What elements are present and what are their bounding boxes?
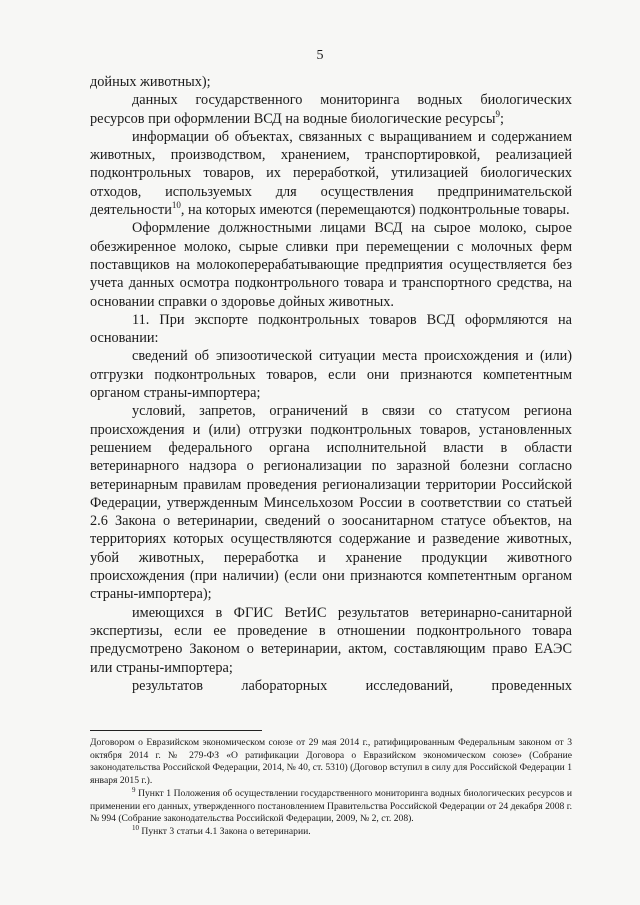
paragraph-text: , на которых имеются (перемещаются) подконтрольные товары. (180, 202, 570, 219)
paragraph (90, 128, 572, 219)
footnote-ref: 10 (171, 200, 181, 211)
paragraph: дойных животных); (90, 74, 211, 90)
document-body (90, 73, 572, 695)
paragraph-text: информации об объектах, связанных с выращиванием и содержанием животных, производством, хранением, транспортировкой, реализацией подконтрольных товаров, их переработкой, утилизацией биологических отходов, используемых для осуществления предпринимательской деятельности (90, 128, 572, 219)
paragraph-text: данных государственного мониторинга водных биологических ресурсов при оформлении ВСД на водные биологические ресурсы (90, 92, 572, 127)
footnote-mark: 10 (132, 823, 139, 832)
footnote-text: Пункт 3 статьи 4.1 Закона о ветеринарии. (139, 825, 311, 837)
page-number: 5 (316, 48, 324, 63)
paragraph: Оформление должностными лицами ВСД на сырое молоко, сырое обезжиренное молоко, сырые сливки при перемещении с молочных ферм поставщиков на молокоперерабатывающие предприятия осуществляется без учета данных осмотра подконтрольного товара и транспортного средства, на основании справки о здоровье дойных животных. (90, 220, 572, 310)
paragraph: результатов лабораторных исследований, проведенных (132, 677, 572, 694)
footnote-divider (90, 730, 262, 731)
footnote-ref: 9 (495, 108, 500, 119)
paragraph: имеющихся в ФГИС ВетИС результатов ветеринарно-санитарной экспертизы, если ее проведение в отношении подконтрольного товара предусмотрено Законом о ветеринарии, актом, составляющим право ЕАЭС или страны-импортера; (90, 604, 572, 676)
footnote-text: Пункт 1 Положения об осуществлении государственного мониторинга водных биологических ресурсов и применении его данных, утвержденного постановлением Правительства Российской Федерации от 24 декабря 2008 г. № 994 (Собрание законодательства Российской Федерации, 2009, № 2, ст. 208). (90, 787, 572, 825)
paragraph (90, 91, 572, 128)
footnote-9 (90, 785, 572, 826)
paragraph: условий, запретов, ограничений в связи со статусом региона происхождения и (или) отгрузки подконтрольных товаров, установленных решением федерального органа исполнительной власти в области ветеринарного надзора о регионализации по заразной болезни согласно ветеринарным правилам проведения регионализации территории Российской Федерации, утвержденным Минсельхозом России в соответствии со статьей 2.6 Закона о ветеринарии, сведений о зоосанитарном статусе объектов, на территориях которых осуществляются содержание и разведение животных, убой животных, переработка и хранение продукции животного происхождения (при наличии) (если они признаются компетентным органом страны-импортера); (90, 403, 572, 603)
footnote-10 (90, 823, 572, 839)
footnote-mark: 9 (132, 785, 136, 794)
paragraph: сведений об эпизоотической ситуации места происхождения и (или) отгрузки подконтрольных товаров, если они признаются компетентным органом страны-импортера; (90, 348, 572, 402)
footnote-continuation: Договором о Евразийском экономическом союзе от 29 мая 2014 г., ратифицированным Федеральным законом от 3 октября 2014 г. № 279-ФЗ «О ратификации Договора о Евразийском экономическом союзе» (Собрание законодательства Российской Федерации, 2014, № 40, ст. 5310) (Договор вступил в силу для Российской Федерации 1 января 2015 г.). (90, 737, 572, 787)
paragraph-text: ; (500, 110, 504, 127)
footnotes (90, 737, 572, 839)
paragraph: 11. При экспорте подконтрольных товаров ВСД оформляются на основании: (90, 311, 572, 347)
